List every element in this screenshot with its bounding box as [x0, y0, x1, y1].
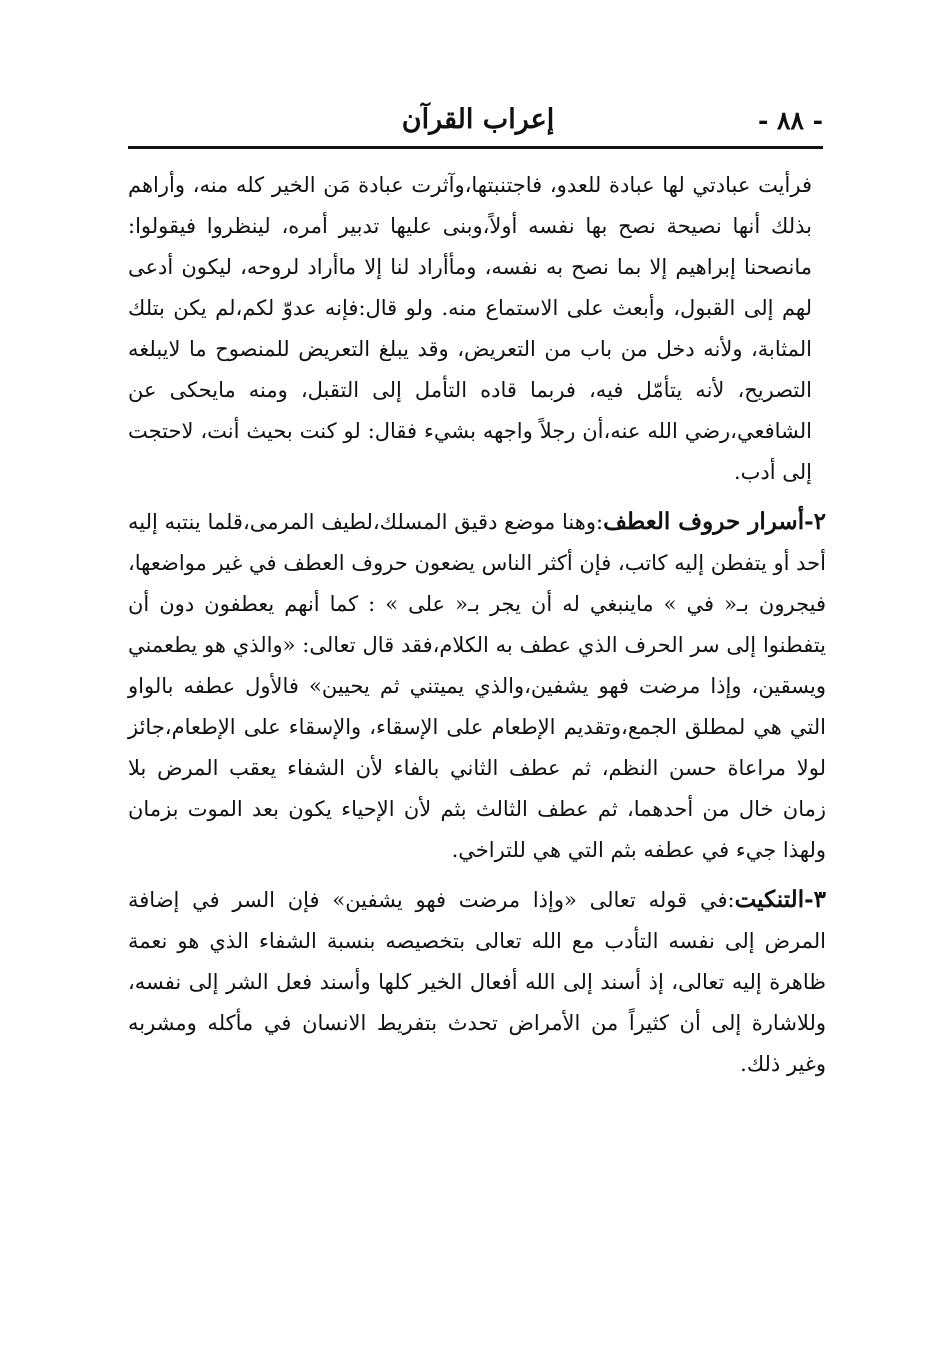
section-2-text: :وهنا موضع دقيق المسلك،لطيف المرمى،قلما ينتبه إليه أحد أو يتفطن إليه كاتب، فإن أكثر الناس يضعون حروف العطف في غير مواضعها، فيجرون بـ« في » ماينبغي له أن يجر بـ« على » : كما أنهم يعطفون دون أن يتفطنوا إلى سر الحرف الذي عطف به الكلام،فقد قال تعالى: «والذي هو يطعمني ويسقين، وإذا مرضت فهو يشفين،والذي يميتني ثم يحيين» فالأول عطفه بالواو التي هي لمطلق الجمع،وتقديم الإطعام على الإسقاء، والإسقاء على الإطعام،جائز لولا مراعاة حسن النظم، ثم عطف الثاني بالفاء لأن الشفاء يعقب المرض بلا زمان خال من أحدهما، ثم عطف الثالث بثم لأن الإحياء يكون بعد الموت بزمان ولهذا جيء في عطفه بثم التي هي للتراخي. [128, 510, 826, 862]
section-3-paragraph [128, 879, 826, 1085]
intro-paragraph: فرأيت عبادتي لها عبادة للعدو، فاجتنبتها،وآثرت عبادة مَن الخير كله منه، وأراهم بذلك أنها نصيحة نصح بها نفسه أولاً،وبنى عليها تدبير أمره، لينظروا فيقولوا: مانصحنا إبراهيم إلا بما نصح به نفسه، ومأأراد لنا إلا ماأراد لروحه، ليكون أدعى لهم إلى القبول، وأبعث على الاستماع منه. ولو قال:فإنه عدوّ لكم،لم يكن بتلك المثابة، ولأنه دخل من باب من التعريض، وقد يبلغ التعريض للمنصوح ما لايبلغه التصريح، لأنه يتأمّل فيه، فربما قاده التأمل إلى التقبل، ومنه مايحكى عن الشافعي،رضي الله عنه،أن رجلاً واجهه بشيء فقال: لو كنت بحيث أنت، لاحتجت إلى أدب. [128, 173, 812, 484]
section-2-heading: ٢-أسرار حروف العطف [603, 508, 827, 535]
running-title: إعراب القرآن [401, 104, 555, 135]
section-2-paragraph [128, 501, 826, 871]
section-3-heading: ٣-التنكيت [734, 886, 826, 913]
page-body [128, 165, 827, 1085]
page-header [128, 100, 823, 146]
section-3-text: :في قوله تعالى «وإذا مرضت فهو يشفين» فإن السر في إضافة المرض إلى نفسه التأدب مع الله تعالى بتخصيصه بنسبة الشفاء الذي هو نعمة ظاهرة إليه تعالى، إذ أسند إلى الله أفعال الخير كلها وأسند فعل الشر إلى نفسه، وللاشارة إلى أن كثيراً من الأمراض تحدث بتفريط الانسان في مأكله ومشربه وغير ذلك. [128, 888, 826, 1076]
page-number: - ٨٨ - [757, 106, 823, 135]
header-rule [128, 146, 823, 149]
